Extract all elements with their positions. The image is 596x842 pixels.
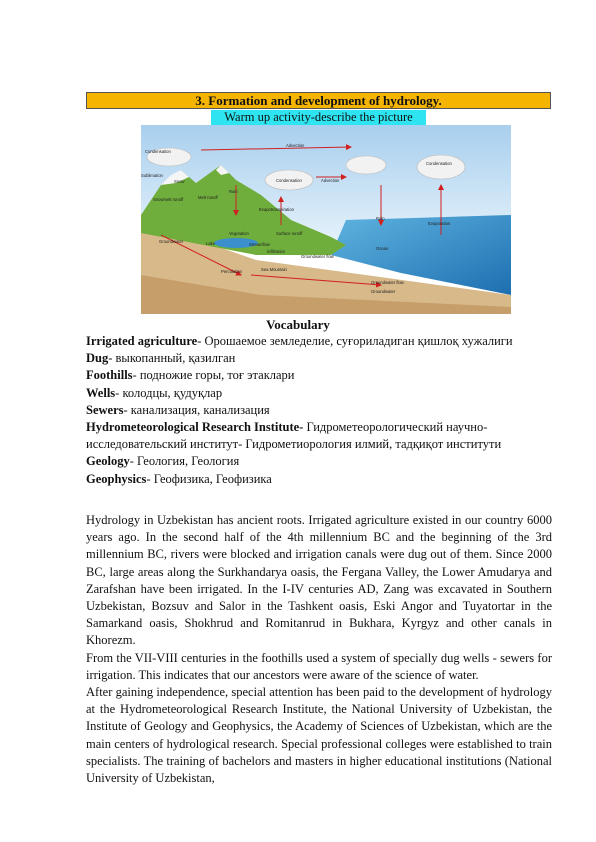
vocab-item <box>86 333 551 350</box>
label-sublimation: Sublimation <box>141 173 163 178</box>
label-advection-top: Advection <box>286 143 305 148</box>
label-groundwater-flow: Groundwater flow <box>301 254 334 259</box>
vocab-item <box>86 385 551 402</box>
vocab-term: Dug <box>86 351 109 366</box>
label-snowmelt-runoff: Snowmelt runoff <box>153 197 184 202</box>
vocab-definition: - подножие горы, тоғ этаклари <box>132 368 295 383</box>
vocab-item <box>86 471 551 488</box>
vocab-term: Irrigated agriculture <box>86 334 198 348</box>
vocab-item <box>86 367 551 384</box>
label-condensation-right: Condensation <box>426 161 452 166</box>
label-condensation-mid: Condensation <box>276 178 302 183</box>
label-snow: Snow <box>174 179 185 184</box>
vocab-definition: - Геофизика, Геофизика <box>146 471 272 486</box>
label-surface-runoff: Surface runoff <box>276 231 303 236</box>
label-evaporation: Evaporation <box>428 221 451 226</box>
label-advection-mid: Advection <box>321 178 340 183</box>
vocab-definition: - канализация, канализация <box>123 402 270 417</box>
label-groundwater-bottom: Groundwater <box>371 289 396 294</box>
label-rain-left: Rain <box>229 189 238 194</box>
vocab-item <box>86 402 551 419</box>
label-melt-runoff: Melt runoff <box>198 195 218 200</box>
vocab-definition: - Орошаемое земледелие, суғориладиган қишлоқ хужалиги <box>197 334 513 348</box>
vocab-term: Hydrometeorological Research Institute- <box>86 420 304 435</box>
vocab-definition: - Геология, Геология <box>129 454 240 469</box>
label-condensation-left: Condensation <box>145 149 171 154</box>
vocabulary-list <box>86 333 551 488</box>
vocab-definition: - колодцы, қудуқлар <box>115 385 223 400</box>
vocab-item <box>86 350 551 367</box>
label-groundwater-flow-2: Groundwater flow <box>371 280 404 285</box>
water-cycle-diagram <box>141 125 511 314</box>
label-ocean: Ocean <box>376 246 389 251</box>
label-lake: Lake <box>206 241 216 246</box>
vocab-term: Wells <box>86 385 116 400</box>
cloud-center <box>346 156 386 174</box>
label-evapotranspiration: Evapotranspiration <box>259 207 294 212</box>
vocab-term: Sewers <box>86 402 124 417</box>
label-vegetation: Vegetation <box>229 231 249 236</box>
cloud-right <box>417 155 465 179</box>
label-rain-right: Rain <box>376 216 385 221</box>
vocab-term: Foothills <box>86 368 133 383</box>
label-groundwater: Groundwater <box>159 239 184 244</box>
vocabulary-heading: Vocabulary <box>266 317 330 332</box>
vocab-definition: - выкопанный, қазилган <box>108 351 236 366</box>
vocab-item <box>86 453 551 470</box>
label-streamflow: Streamflow <box>249 242 270 247</box>
paragraph: From the VII-VIII centuries in the foothills used a system of specially dug wells - sewers for irrigation. This indicates that our ancestors were aware of the science of water. <box>86 650 552 682</box>
vocab-term: Geology <box>86 454 130 469</box>
vocab-definition: Гидрометеорологический научно-исследовательский институт- Гидрометиорология илмий, тадқиқот институти <box>86 420 502 452</box>
warm-up-subtitle: Warm up activity-describe the picture <box>211 110 426 125</box>
label-percolation: Percolation <box>221 269 242 274</box>
vocab-item <box>86 419 551 453</box>
label-infiltration: Infiltration <box>267 249 286 254</box>
body-text <box>86 512 552 787</box>
vocab-term: Geophysics <box>86 471 147 486</box>
paragraph: After gaining independence, special attention has been paid to the development of hydrology at the Hydrometeorological Research Institute, the National University of Uzbekistan, the Institute of Geology and Geophysics, the Academy of Sciences of Uzbekistan, which are the main centers of hydrological research. Special professional colleges were established to train specialists. The training of bachelors and masters in higher educational institutions (National University of Uzbekistan, <box>86 685 552 786</box>
label-sea-mountain: Sea Mountain <box>261 267 287 272</box>
paragraph: Hydrology in Uzbekistan has ancient roots. Irrigated agriculture existed in our country 6000 years ago. In the second half of the 4th millennium BC and the beginning of the 3rd millennium BC, rivers were blocked and irrigation canals were dug out of them. Since 2000 BC, large areas along the Surkhandarya oasis, the Fergana Valley, the Lower Amudarya and Zarafshan have been irrigated. In the I-IV centuries AD, Zang was excavated in Southern Uzbekistan, Bozsuv and Salor in the Tashkent oasis, Eski Angor and Tuyatortar in the Samarkand oasis, Shokhrud and Romitanrud in Bukhara, Kyrgyz and other canals in Khorezm. <box>86 513 552 648</box>
section-title: 3. Formation and development of hydrology. <box>86 92 551 109</box>
